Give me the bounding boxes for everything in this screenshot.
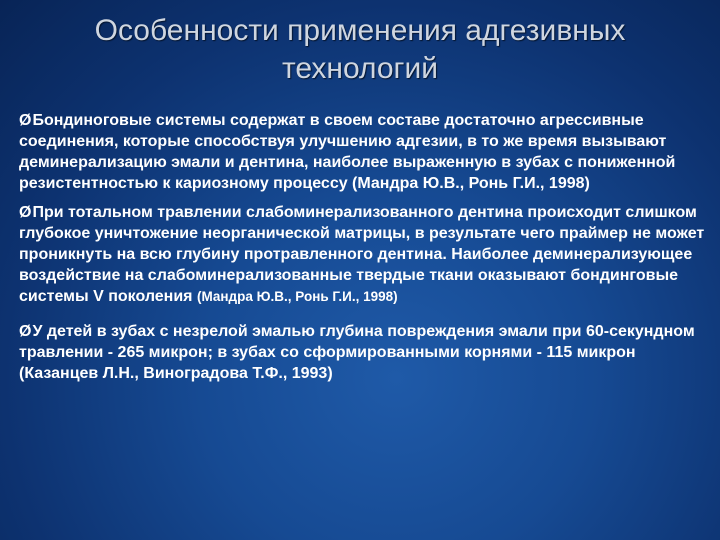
bullet-list bbox=[19, 110, 715, 392]
slide-title bbox=[0, 12, 720, 88]
bullet-item-2 bbox=[19, 202, 715, 307]
bullet-text-3: У детей в зубах с незрелой эмалью глубина повреждения эмали при 60-секундном травлении - 265 микрон; в зубах со сформированными корнями - 115 микрон (Казанцев Л.Н., Виноградова Т.Ф., 1993) bbox=[19, 323, 695, 382]
slide-title-line-1: Особенности применения адгезивных bbox=[94, 14, 626, 47]
slide-title-line-2: технологий bbox=[281, 52, 438, 85]
bullet-text-2: При тотальном травлении слабоминерализованного дентина происходит слишком глубокое уничтожение неорганической матрицы, в результате чего праймер не может проникнуть на всю глубину протравленного дентина. Наиболее деминерализующее воздействие на слабоминерализованные твердые ткани оказывают бондинговые системы V поколения bbox=[19, 204, 705, 305]
bullet-arrow-icon: Ø bbox=[19, 323, 32, 340]
bullet-arrow-icon: Ø bbox=[19, 204, 32, 221]
bullet-item-3 bbox=[19, 321, 715, 384]
bullet-item-1 bbox=[19, 110, 715, 194]
bullet-arrow-icon: Ø bbox=[19, 112, 32, 129]
bullet-text-1: Бондиноговые системы содержат в своем составе достаточно агрессивные соединения, которые способствуя улучшению адгезии, в то же время вызывают деминерализацию эмали и дентина, наиболее выраженную в зубах с пониженной резистентностью к кариозному процессу (Мандра Ю.В., Ронь Г.И., 1998) bbox=[19, 112, 676, 192]
bullet-citation-2: (Мандра Ю.В., Ронь Г.И., 1998) bbox=[196, 289, 398, 304]
